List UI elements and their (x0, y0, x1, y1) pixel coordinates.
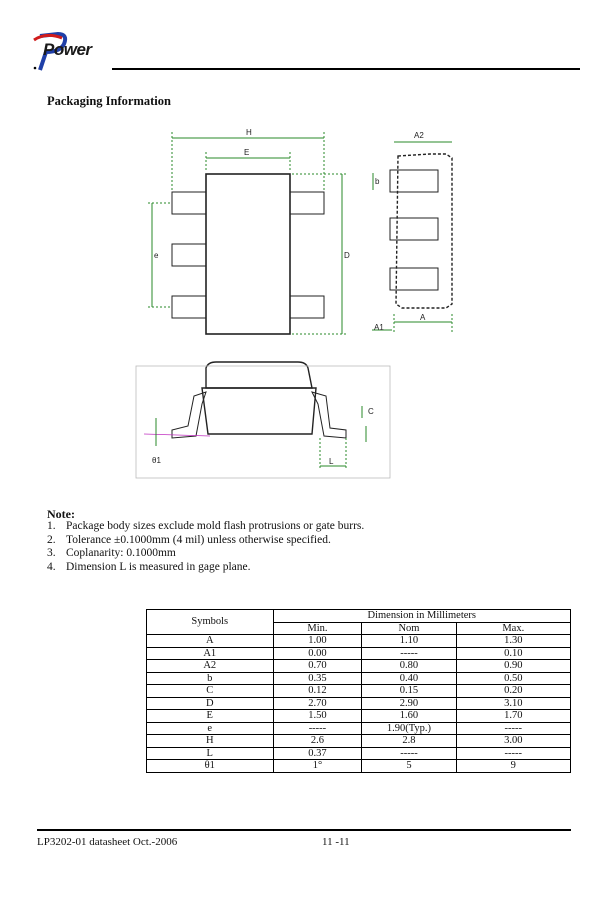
cell-sym: A (147, 635, 274, 648)
logo-text: Power (43, 40, 92, 59)
table-row (147, 710, 571, 723)
cell-min: 0.35 (273, 672, 362, 685)
table-row (147, 697, 571, 710)
cell-sym: θ1 (147, 760, 274, 773)
cell-min: ----- (273, 722, 362, 735)
label-H: H (246, 128, 252, 137)
cell-max: 3.00 (456, 735, 570, 748)
cell-sym: b (147, 672, 274, 685)
table-row (147, 747, 571, 760)
table-row (147, 660, 571, 673)
cell-max: 3.10 (456, 697, 570, 710)
cell-min: 2.70 (273, 697, 362, 710)
note-title: Note: (47, 507, 75, 521)
label-b: b (375, 177, 380, 186)
cell-max: 0.90 (456, 660, 570, 673)
cell-sym: L (147, 747, 274, 760)
cell-min: 1° (273, 760, 362, 773)
table-row (147, 722, 571, 735)
label-e: e (154, 251, 159, 260)
cell-nom: ----- (362, 747, 456, 760)
label-A: A (420, 313, 426, 322)
note-item: 2. Tolerance ±0.1000mm (4 mil) unless otherwise specified. (47, 533, 331, 546)
cell-max: 0.10 (456, 647, 570, 660)
table-row (147, 735, 571, 748)
cell-sym: E (147, 710, 274, 723)
cell-nom: 2.90 (362, 697, 456, 710)
package-drawing (130, 118, 460, 486)
dimension-table (146, 609, 571, 773)
header-rule (112, 68, 580, 70)
page-number: 11 -11 (322, 836, 350, 848)
cell-nom: 5 (362, 760, 456, 773)
table-row (147, 672, 571, 685)
cell-min: 1.00 (273, 635, 362, 648)
cell-max: 0.20 (456, 685, 570, 698)
table-row (147, 635, 571, 648)
company-logo (32, 30, 122, 74)
cell-nom: 2.8 (362, 735, 456, 748)
cell-sym: A1 (147, 647, 274, 660)
cell-sym: A2 (147, 660, 274, 673)
label-C: C (368, 407, 374, 416)
cell-nom: 0.40 (362, 672, 456, 685)
cell-min: 0.70 (273, 660, 362, 673)
cell-nom: ----- (362, 647, 456, 660)
table-row (147, 647, 571, 660)
table-row (147, 760, 571, 773)
cell-nom: 1.90(Typ.) (362, 722, 456, 735)
label-E: E (244, 148, 250, 157)
table-row (147, 685, 571, 698)
cell-sym: D (147, 697, 274, 710)
cell-nom: 0.80 (362, 660, 456, 673)
cell-sym: H (147, 735, 274, 748)
cell-nom: 1.60 (362, 710, 456, 723)
cell-sym: e (147, 722, 274, 735)
side-view (372, 142, 452, 334)
footer-doc-id: LP3202-01 datasheet Oct.-2006 (37, 836, 178, 848)
section-title: Packaging Information (47, 94, 171, 108)
max-header: Max. (456, 622, 570, 635)
cell-max: ----- (456, 722, 570, 735)
footer-rule (37, 829, 571, 831)
label-L: L (329, 457, 334, 466)
note-item: 1. Package body sizes exclude mold flash protrusions or gate burrs. (47, 520, 365, 532)
cell-nom: 1.10 (362, 635, 456, 648)
cell-min: 0.37 (273, 747, 362, 760)
cell-max: 1.70 (456, 710, 570, 723)
cell-min: 0.12 (273, 685, 362, 698)
label-theta: θ1 (152, 456, 161, 465)
front-view (136, 362, 390, 478)
cell-min: 0.00 (273, 647, 362, 660)
symbols-header: Symbols (147, 610, 274, 635)
cell-sym: C (147, 685, 274, 698)
min-header: Min. (273, 622, 362, 635)
label-A2: A2 (414, 131, 424, 140)
cell-max: ----- (456, 747, 570, 760)
dimension-header: Dimension in Millimeters (273, 610, 570, 623)
label-A1: A1 (374, 323, 384, 332)
note-list (47, 520, 364, 574)
cell-max: 9 (456, 760, 570, 773)
note-item: 3. Coplanarity: 0.1000mm (47, 547, 176, 559)
note-item: 4. Dimension L is measured in gage plane. (47, 560, 251, 573)
top-view (148, 132, 346, 334)
label-D: D (344, 251, 350, 260)
nom-header: Nom (362, 622, 456, 635)
cell-max: 0.50 (456, 672, 570, 685)
cell-min: 2.6 (273, 735, 362, 748)
cell-min: 1.50 (273, 710, 362, 723)
cell-max: 1.30 (456, 635, 570, 648)
cell-nom: 0.15 (362, 685, 456, 698)
